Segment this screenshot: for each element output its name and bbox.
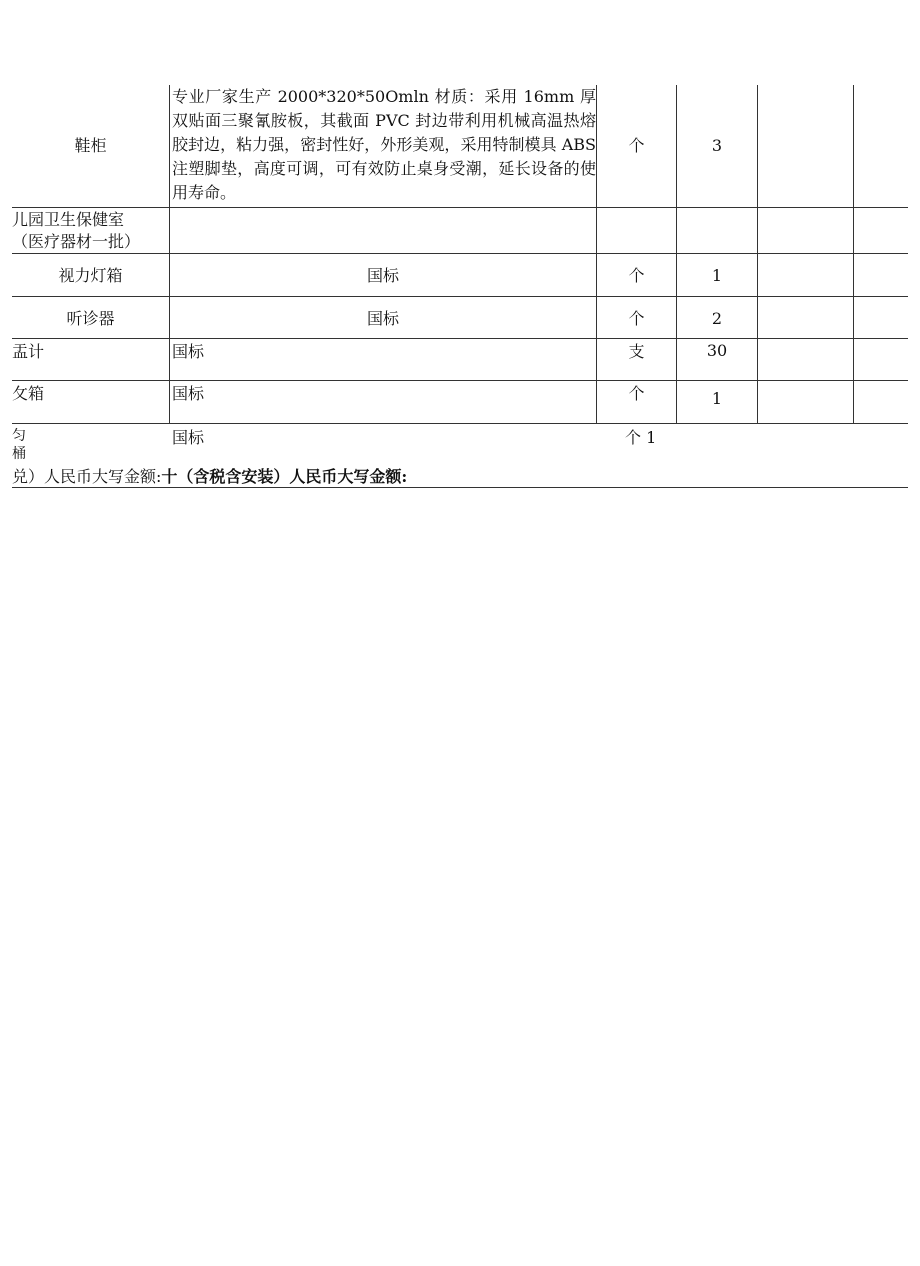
item-quantity: 2: [711, 309, 723, 328]
item-spec: 国标: [366, 309, 399, 328]
item-spec: 国标: [366, 266, 399, 285]
row-divider: [12, 207, 908, 208]
item-name: 视力灯箱: [58, 266, 123, 285]
total-amount-line: [12, 466, 407, 488]
item-spec: 国标: [172, 428, 205, 447]
item-name: 匀: [12, 428, 26, 444]
item-unit-quantity: 个 1: [625, 428, 657, 447]
row-divider: [12, 296, 908, 297]
item-quantity: 1: [711, 266, 723, 285]
section-title: 儿园卫生保健室: [12, 210, 125, 229]
total-bold-label: 十（含税含安装）人民币大写金额:: [161, 467, 408, 486]
item-description: 专业厂家生产 2000*320*50Omln 材质：采用 16mm 厚双贴面三聚氰胺板，其截面 PVC 封边带利用机械高温热熔胶封边，粘力强，密封性好，外形美观，采用特制模具 ABS 注塑脚垫，高度可调，可有效防止桌身受潮，延长设备的使用寿命。: [172, 87, 596, 202]
row-divider: [12, 423, 908, 424]
column-divider: [169, 85, 170, 423]
item-unit: 个: [628, 266, 645, 285]
item-quantity: 30: [706, 341, 728, 360]
column-divider: [757, 85, 758, 423]
item-quantity: 3: [711, 136, 723, 155]
item-quantity: 1: [711, 389, 723, 408]
column-divider: [853, 85, 854, 423]
row-divider: [12, 380, 908, 381]
item-spec: 国标: [172, 342, 205, 361]
item-spec: 国标: [172, 384, 205, 403]
item-name: 桶: [12, 446, 26, 462]
item-unit: 个: [628, 309, 645, 328]
section-subtitle: （医疗器材一批）: [12, 232, 141, 251]
row-divider: [12, 338, 908, 339]
item-unit: 个: [628, 136, 645, 155]
item-name: 听诊器: [66, 309, 115, 328]
item-unit: 支: [628, 342, 645, 361]
item-name: 鞋柜: [74, 136, 107, 155]
total-prefix: 兑）人民币大写金额:: [12, 467, 162, 486]
item-name: 攵箱: [12, 384, 45, 403]
row-divider: [12, 253, 908, 254]
item-name: 盂计: [12, 342, 45, 361]
item-unit: 个: [628, 384, 645, 403]
